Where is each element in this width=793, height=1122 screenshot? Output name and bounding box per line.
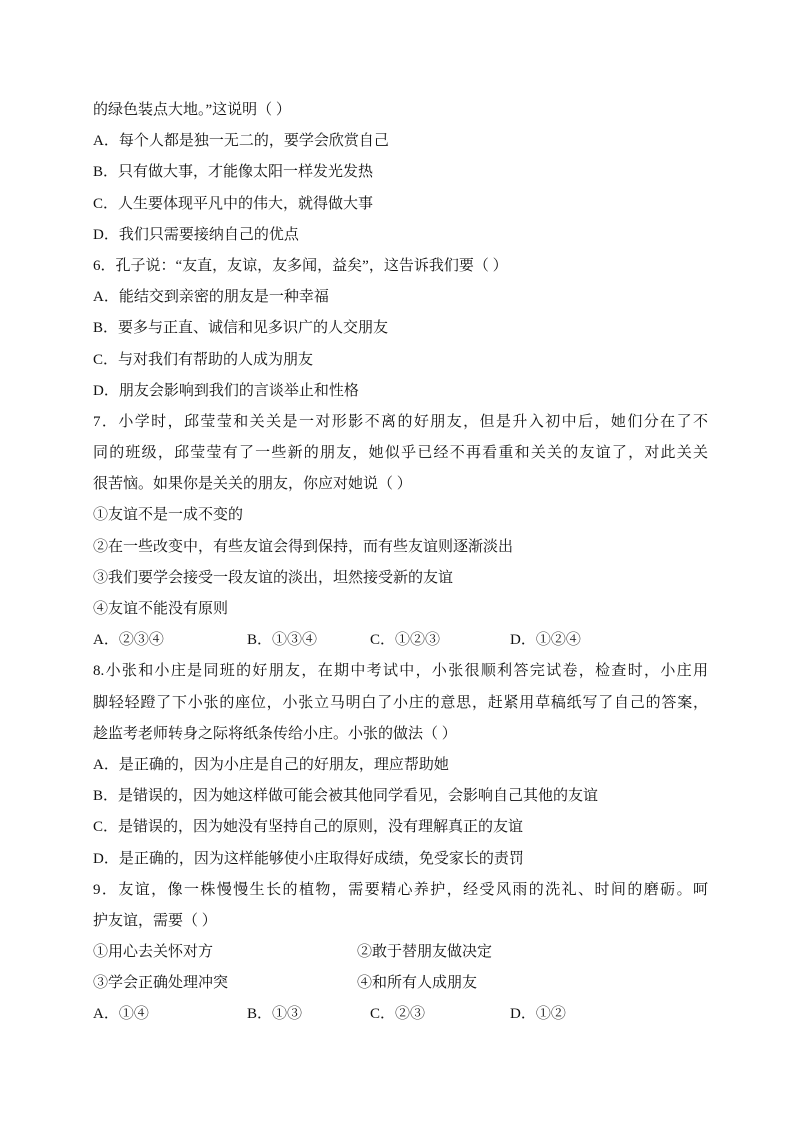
q7-statement-1: ①友谊不是一成不变的 (93, 507, 244, 524)
q9-statement-3: ③学会正确处理冲突 (93, 975, 229, 992)
q9-stem-line: 护友谊，需要（ ） (93, 912, 217, 929)
q7-stem-line: 7．小学时，邱莹莹和关关是一对形影不离的好朋友，但是升入初中后，她们分在了不 (93, 413, 708, 430)
q5-option-b: B．只有做大事，才能像太阳一样发光发热 (93, 164, 374, 181)
q6-option-d: D．朋友会影响到我们的言谈举止和性格 (93, 382, 359, 399)
q8-option-c: C．是错误的，因为她没有坚持自己的原则，没有理解真正的友谊 (93, 819, 524, 836)
q9-statement-2: ②敢于替朋友做决定 (357, 944, 493, 961)
q8-option-b: B．是错误的，因为她这样做可能会被其他同学看见，会影响自己其他的友谊 (93, 788, 599, 805)
q8-stem-line: 趁监考老师转身之际将纸条传给小庄。小张的做法（ ） (93, 725, 457, 742)
q9-stem-line: 9．友谊，像一株慢慢生长的植物，需要精心养护，经受风雨的洗礼、时间的磨砺。呵 (93, 881, 708, 898)
q9-statement-4: ④和所有人成朋友 (357, 975, 478, 992)
q5-option-d: D．我们只需要接纳自己的优点 (93, 226, 299, 243)
q9-choices (93, 1003, 708, 1034)
q9-choice-a: A．①④ (93, 1006, 149, 1023)
q9-statements-row (93, 941, 708, 972)
q6-option-a: A．能结交到亲密的朋友是一种幸福 (93, 289, 329, 306)
q8-stem-line: 8.小张和小庄是同班的好朋友，在期中考试中，小张很顺利答完试卷，检查时，小庄用 (93, 663, 708, 680)
q9-choice-b: B．①③ (247, 1006, 303, 1023)
q9-choice-c: C．②③ (370, 1006, 426, 1023)
q8-option-a: A．是正确的，因为小庄是自己的好朋友，理应帮助她 (93, 756, 449, 773)
q7-choice-a: A．②③④ (93, 632, 164, 649)
q7-choices (93, 629, 708, 660)
document-page (93, 99, 708, 1035)
q7-choice-b: B．①③④ (247, 632, 318, 649)
q7-statement-4: ④友谊不能没有原则 (93, 601, 229, 617)
q9-statements-row (93, 972, 708, 1003)
q6-option-b: B．要多与正直、诚信和见多识广的人交朋友 (93, 320, 389, 337)
q7-choice-d: D．①②④ (510, 632, 581, 649)
q9-choice-d: D．①② (510, 1006, 566, 1023)
q5-option-a: A．每个人都是独一无二的，要学会欣赏自己 (93, 133, 389, 150)
q8-option-d: D．是正确的，因为这样能够使小庄取得好成绩，免受家长的责罚 (93, 850, 524, 867)
q9-statement-1: ①用心去关怀对方 (93, 944, 214, 961)
q5-stem-tail: 的绿色装点大地。”这说明（ ） (93, 102, 291, 118)
q6-stem: 6．孔子说：“友直，友谅，友多闻，益矣”，这告诉我们要（ ） (93, 257, 508, 274)
q8-stem-line: 脚轻轻蹬了下小张的座位，小张立马明白了小庄的意思，赶紧用草稿纸写了自己的答案， (93, 694, 708, 711)
q7-stem-line: 同的班级，邱莹莹有了一些新的朋友，她似乎已经不再看重和关关的友谊了，对此关关 (93, 445, 708, 462)
q7-statement-3: ③我们要学会接受一段友谊的淡出，坦然接受新的友谊 (93, 569, 454, 586)
q7-statement-2: ②在一些改变中，有些友谊会得到保持，而有些友谊则逐渐淡出 (93, 538, 514, 555)
q7-stem-line: 很苦恼。如果你是关关的朋友，你应对她说（ ） (93, 476, 412, 493)
q5-option-c: C．人生要体现平凡中的伟大，就得做大事 (93, 195, 374, 212)
q6-option-c: C．与对我们有帮助的人成为朋友 (93, 351, 314, 368)
q7-choice-c: C．①②③ (370, 632, 441, 649)
